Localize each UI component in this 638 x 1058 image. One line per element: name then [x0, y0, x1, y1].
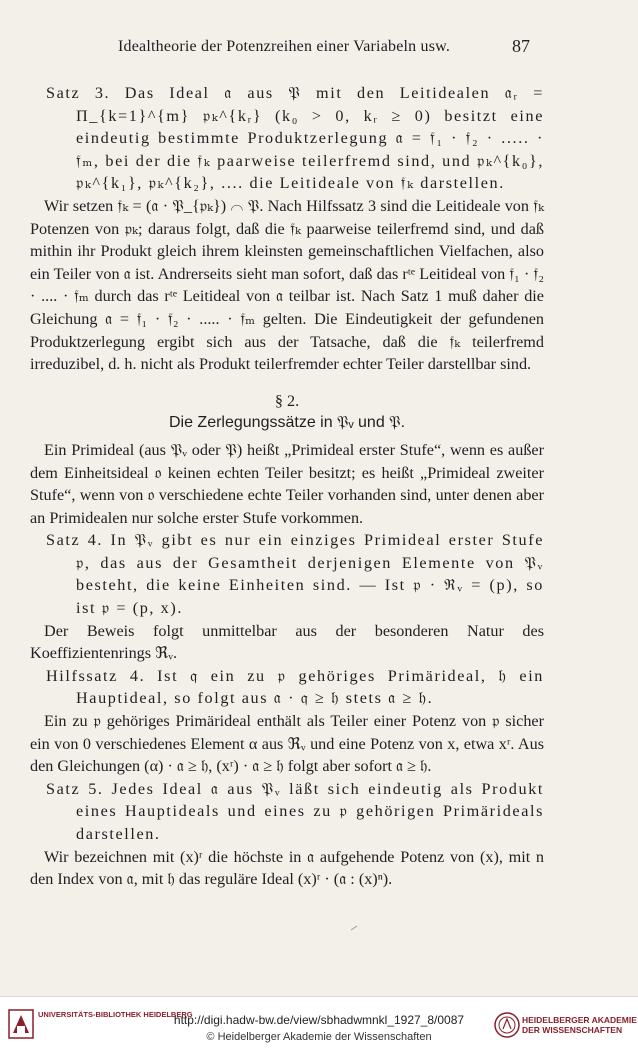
theorem-satz-4: Satz 4. In 𝔓ᵥ gibt es nur ein einziges Primideal erster Stufe 𝔭, das aus der Gesamtheit derjenigen Elemente von 𝔓ᵥ besteht, die keine Einheiten sind. — Ist 𝔭 · ℜᵥ = (p), so ist 𝔭 = (p, x).: [46, 531, 544, 618]
proof-satz-5: Wir bezeichnen mit (x)ʳ die höchste in 𝔞 aufgehende Potenz von (x), mit n den Index von 𝔞, mit 𝔥 das reguläre Ideal (x)ʳ · (𝔞 : (x)ⁿ).: [30, 847, 544, 889]
definition-primideal: Ein Primideal (aus 𝔓ᵥ oder 𝔓) heißt „Primideal erster Stufe“, wenn es außer dem Einheitsideal 𝔬 keinen echten Teiler besitzt; es heißt „Primideal zweiter Stufe“, wenn von 𝔬 verschiedene echte Teiler vorhanden sind, unter denen aber an Primidealen nur solche erster Stufe vorkommen.: [30, 440, 544, 527]
proof-satz-4: Der Beweis folgt unmittelbar aus der besonderen Natur des Koeffizientenrings ℜᵥ.: [30, 621, 544, 663]
section-number: § 2.: [274, 391, 300, 410]
proof-hilfssatz-4: Ein zu 𝔭 gehöriges Primärideal enthält als Teiler einer Potenz von 𝔭 sicher ein von 0 verschiedenes Element α aus ℜᵥ und eine Potenz von x, etwa xʳ. Aus den Gleichungen (α) · 𝔞 ≥ 𝔥, (xʳ) · 𝔞 ≥ 𝔥 folgt aber sofort 𝔞 ≥ 𝔥.: [30, 712, 544, 776]
academy-seal-icon[interactable]: [494, 1011, 520, 1039]
page-body: [30, 82, 544, 891]
university-library-name[interactable]: UNIVERSITÄTS-BIBLIOTHEK HEIDELBERG: [38, 1010, 193, 1019]
theorem-satz-3: Satz 3. Das Ideal 𝔞 aus 𝔓 mit den Leitidealen 𝔞ᵣ = Π_{k=1}^{m} 𝔭ₖ^{kᵣ} (k₀ > 0, kᵣ ≥ 0) besitzt eine eindeutig bestimmte Produktzerlegung 𝔞 = 𝔣₁ · 𝔣₂ · ..... · 𝔣ₘ, bei der die 𝔣ₖ paarweise teilerfremd sind, und 𝔭ₖ^{k₀}, 𝔭ₖ^{k₁}, 𝔭ₖ^{k₂}, .... die Leitideale von 𝔣ₖ darstellen.: [46, 84, 544, 193]
running-title: Idealtheorie der Potenzreihen einer Variabeln usw.: [118, 38, 451, 55]
copyright-notice: © Heidelberger Akademie der Wissenschaften: [206, 1031, 432, 1043]
footer-bar: [0, 996, 638, 1058]
source-url-link[interactable]: http://digi.hadw-bw.de/view/sbhadwmnkl_1927_8/0087: [173, 1013, 465, 1027]
pencil-mark: [350, 918, 358, 924]
academy-name[interactable]: HEIDELBERGER AKADEMIE DER WISSENSCHAFTEN: [522, 1015, 637, 1035]
section-title: Die Zerlegungssätze in 𝔓ᵥ und 𝔓.: [168, 414, 406, 432]
page-number: 87: [512, 36, 530, 56]
proof-satz-3: Wir setzen 𝔣ₖ = (𝔞 · 𝔓_{𝔭ₖ}) ⌒ 𝔓. Nach Hilfssatz 3 sind die Leitideale von 𝔣ₖ Potenzen von 𝔭ₖ; daraus folgt, daß die 𝔣ₖ paarweise teilerfremd sind, und daß mithin ihr Produkt gleich ihrem kleinsten gemeinschaftlichen Vielfachen, also ein Teiler von 𝔞 ist. Andrerseits sieht man sofort, daß das rᵗᵉ Leitideal von 𝔣₁ · 𝔣₂ · .... · 𝔣ₘ durch das rᵗᵉ Leitideal von 𝔞 teilbar ist. Nach Satz 1 muß daher die Gleichung 𝔞 = 𝔣₁ · 𝔣₂ · ..... · 𝔣ₘ gelten. Die Eindeutigkeit der gefundenen Produktzerlegung ergibt sich aus der Tatsache, daß die 𝔣ₖ teilerfremd irreduzibel, d. h. nicht als Produkt teilerfremder echter Teiler darstellbar sind.: [30, 196, 544, 374]
lemma-hilfssatz-4: Hilfssatz 4. Ist 𝔮 ein zu 𝔭 gehöriges Primärideal, 𝔥 ein Hauptideal, so folgt aus 𝔞 · 𝔮 ≥ 𝔥 stets 𝔞 ≥ 𝔥.: [46, 666, 544, 708]
theorem-satz-5: Satz 5. Jedes Ideal 𝔞 aus 𝔓ᵥ läßt sich eindeutig als Produkt eines Hauptideals und eines zu 𝔭 gehörigen Primärideals darstellen.: [46, 779, 544, 843]
